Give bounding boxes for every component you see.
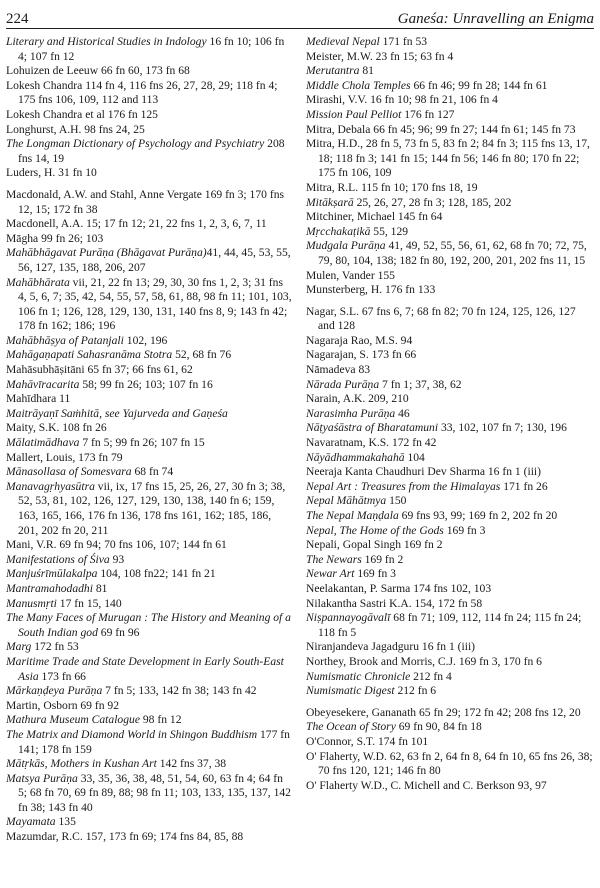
entry-title: Nāyādhammakahahā <box>306 450 405 464</box>
entry-references: 171 fn 53 <box>379 35 428 48</box>
index-entry <box>6 334 294 349</box>
index-entry <box>6 567 294 582</box>
entry-references: 104 <box>404 450 425 464</box>
entry-references: Martin, Osborn 69 fn 92 <box>6 698 120 712</box>
index-entry <box>6 728 294 757</box>
entry-references: 171 fn 26 <box>500 479 548 493</box>
entry-references: 69 fns 93, 99; 169 fn 2, 202 fn 20 <box>398 509 558 522</box>
entry-references: Nilakantha Sastri K.A. 154, 172 fn 58 <box>306 596 483 610</box>
index-entry <box>6 407 294 422</box>
index-entry <box>306 283 594 298</box>
entry-title: The Matrix and Diamond World in Shingon Buddhism <box>6 727 258 741</box>
entry-title: Niṣpannayogāvalī <box>306 611 391 625</box>
index-entry <box>306 123 594 138</box>
index-entry <box>306 524 594 539</box>
index-entry <box>306 779 594 794</box>
index-entry <box>306 50 594 65</box>
entry-references: Navaratnam, K.S. 172 fn 42 <box>306 436 437 450</box>
index-entry <box>306 553 594 568</box>
entry-references: Nagaraja Rao, M.S. 94 <box>306 333 413 347</box>
index-entry <box>306 684 594 699</box>
entry-title: Newar Art <box>306 567 355 581</box>
entry-references: 172 fn 53 <box>31 640 79 654</box>
index-entry <box>6 363 294 378</box>
index-entry <box>6 451 294 466</box>
entry-references: Mitchiner, Michael 145 fn 64 <box>306 210 443 224</box>
entry-references: Nagar, S.L. 67 fns 6, 7; 68 fn 82; 70 fn 124, 125, 126, 127 and 128 <box>306 304 576 333</box>
entry-references: 16 fn 10; 106 fn 4; 107 fn 12 <box>18 35 285 63</box>
entry-references: 173 fn 66 <box>38 669 86 683</box>
entry-references: 33, 35, 36, 38, 48, 51, 54, 60, 63 fn 4; 64 fn 5; 68 fn 70, 69 fn 89, 88; 98 fn 11; 103, 133, 135, 137, 142 fn 38; 143 fn 40 <box>18 771 291 814</box>
entry-title: The Ocean of Story <box>306 720 396 734</box>
index-entry <box>6 378 294 393</box>
entry-references: Mazumdar, R.C. 157, 173 fn 69; 174 fns 84, 85, 88 <box>6 830 244 844</box>
index-entry <box>306 305 594 334</box>
entry-references: 68 fn 71; 109, 112, 114 fn 24; 115 fn 24; 118 fn 5 <box>318 611 582 639</box>
entry-references: Māgha 99 fn 26; 103 <box>6 231 104 245</box>
index-entry <box>6 611 294 640</box>
index-entry <box>306 567 594 582</box>
entry-title: Nepal, The Home of the Gods <box>306 523 444 537</box>
index-entry <box>306 655 594 670</box>
entry-references: 7 fn 1; 37, 38, 62 <box>379 377 462 391</box>
entry-references: 66 fn 46; 99 fn 28; 144 fn 61 <box>410 78 548 92</box>
entry-references: Mani, V.R. 69 fn 94; 70 fns 106, 107; 144 fn 61 <box>6 538 227 552</box>
left-column <box>6 35 294 845</box>
entry-references: 41, 49, 52, 55, 56, 61, 62, 68 fn 70; 72, 75, 79, 80, 104, 138; 182 fn 80, 192, 200, 201, 202 fns 11, 15 <box>318 239 587 267</box>
index-entry <box>306 465 594 480</box>
index-entry <box>6 436 294 451</box>
index-columns <box>6 35 594 845</box>
index-entry <box>306 436 594 451</box>
index-entry <box>6 123 294 138</box>
running-title: Ganeśa: Unravelling an Enigma <box>397 11 594 27</box>
entry-title: Mahāvīracarita <box>6 377 80 391</box>
entry-title: Manifestations of Śiva <box>6 552 110 566</box>
entry-references: Mahīdhara 11 <box>6 392 71 406</box>
index-entry <box>6 538 294 553</box>
right-column <box>306 35 594 845</box>
entry-title: Narasimha Purāṇa <box>306 406 396 420</box>
entry-title: Mahābhāgavat Purāṇa (Bhāgavat Purāṇa) <box>6 246 207 260</box>
entry-references: 212 fn 6 <box>394 684 437 698</box>
index-entry <box>306 79 594 94</box>
entry-references: Neelakantan, P. Sarma 174 fns 102, 103 <box>306 581 492 595</box>
entry-references: Narain, A.K. 209, 210 <box>306 392 409 406</box>
entry-title: Mahāgaṇapati Sahasranāma Stotra <box>6 348 173 362</box>
entry-references: 212 fn 4 <box>410 669 452 683</box>
index-entry <box>6 480 294 538</box>
entry-references: Lokesh Chandra et al 176 fn 125 <box>6 107 158 121</box>
entry-references: Longhurst, A.H. 98 fns 24, 25 <box>6 122 145 136</box>
index-entry <box>6 421 294 436</box>
index-entry <box>306 392 594 407</box>
index-entry <box>6 137 294 166</box>
entry-references: 169 fn 3 <box>354 567 396 581</box>
entry-references: 55, 129 <box>370 224 409 238</box>
entry-references: Mitra, R.L. 115 fn 10; 170 fns 18, 19 <box>306 180 478 194</box>
entry-title: Numismatic Digest <box>306 684 395 698</box>
index-entry <box>306 35 594 50</box>
entry-references: Meister, M.W. 23 fn 15; 63 fn 4 <box>306 49 454 63</box>
index-entry <box>306 348 594 363</box>
index-entry <box>306 269 594 284</box>
entry-references: 176 fn 127 <box>401 107 455 121</box>
entry-title: Mahābhārata <box>6 275 70 289</box>
entry-references: O'Connor, S.T. 174 fn 101 <box>306 734 429 748</box>
page-number: 224 <box>6 11 29 27</box>
entry-title: Manjuśrīmūlakalpa <box>6 567 98 581</box>
entry-references: 7 fn 5; 133, 142 fn 38; 143 fn 42 <box>102 684 257 698</box>
entry-title: Mānasollasa of Somesvara <box>6 465 132 479</box>
index-entry <box>306 239 594 268</box>
index-entry <box>6 465 294 480</box>
entry-references: 81 <box>359 64 374 78</box>
entry-references: 69 fn 90, 84 fn 18 <box>395 720 482 734</box>
entry-references: Obeyesekere, Gananath 65 fn 29; 172 fn 42; 208 fns 12, 20 <box>306 705 581 719</box>
entry-title: Nepal Māhātmya <box>306 494 387 508</box>
index-entry <box>6 815 294 830</box>
entry-references: 25, 26, 27, 28 fn 3; 128, 185, 202 <box>353 195 512 209</box>
entry-title: Manavagṛhyasūtra <box>6 479 95 493</box>
entry-title: Mudgala Purāṇa <box>306 239 386 253</box>
entry-references: 46 <box>395 406 410 420</box>
index-entry <box>306 137 594 181</box>
entry-references: Neeraja Kanta Chaudhuri Dev Sharma 16 fn 1 (iii) <box>306 465 542 479</box>
entry-title: The Longman Dictionary of Psychology and Psychiatry <box>6 137 265 151</box>
entry-references: 208 fns 14, 19 <box>18 137 285 165</box>
index-entry <box>306 735 594 750</box>
index-entry <box>6 713 294 728</box>
entry-references: O' Flaherty W.D., C. Michell and C. Berkson 93, 97 <box>306 778 547 792</box>
index-entry <box>306 597 594 612</box>
entry-title: The Many Faces of Murugan : The History and Meaning of a South Indian god <box>6 611 291 639</box>
entry-references: Luders, H. 31 fn 10 <box>6 166 97 180</box>
entry-title: Mārkaṇḍeya Purāṇa <box>6 684 103 698</box>
entry-references: 33, 102, 107 fn 7; 130, 196 <box>438 421 567 435</box>
index-entry <box>6 699 294 714</box>
index-entry <box>6 597 294 612</box>
entry-title: Matsya Purāṇa <box>6 771 78 785</box>
index-entry <box>306 494 594 509</box>
entry-title: Mission Paul Pelliot <box>306 107 402 121</box>
entry-references: 81 <box>92 581 108 595</box>
index-entry <box>6 35 294 64</box>
index-entry <box>306 378 594 393</box>
entry-title: Nepal Art : Treasures from the Himalayas <box>306 479 501 493</box>
index-entry <box>306 181 594 196</box>
entry-references: Mitra, Debala 66 fn 45; 96; 99 fn 27; 144 fn 61; 145 fn 73 <box>306 122 576 136</box>
entry-references: 93 <box>109 552 125 566</box>
entry-references: Mulen, Vander 155 <box>306 268 395 282</box>
index-entry <box>306 196 594 211</box>
index-entry <box>6 392 294 407</box>
index-entry <box>306 64 594 79</box>
entry-references: Mitra, H.D., 28 fn 5, 73 fn 5, 83 fn 2; 84 fn 3; 115 fns 13, 17, 18; 118 fn 3; 141 fn 15; 144 fn 56; 146 fn 80; 170 fn 22; 175 fn 106, 109 <box>306 137 590 180</box>
entry-title: Mātṛkās, Mothers in Kushan Art <box>6 757 157 771</box>
index-entry <box>306 363 594 378</box>
entry-title: The Newars <box>306 552 362 566</box>
entry-title: Maitrāyaṇī Saṁhitā, see Yajurveda and Gaṇeśa <box>6 406 228 420</box>
index-entry <box>6 232 294 247</box>
entry-references: 169 fn 2 <box>361 552 404 566</box>
entry-references: 68 fn 74 <box>131 465 174 479</box>
entry-references: 150 <box>386 494 407 508</box>
page-header <box>6 4 594 29</box>
index-entry <box>306 706 594 721</box>
entry-references: 102, 196 <box>123 333 168 347</box>
index-entry <box>6 830 294 845</box>
entry-title: Marg <box>6 640 32 654</box>
entry-references: Nepali, Gopal Singh 169 fn 2 <box>306 538 443 552</box>
index-entry <box>6 64 294 79</box>
entry-title: Mṛcchakaṭikā <box>306 224 371 238</box>
entry-references: Northey, Brook and Morris, C.J. 169 fn 3, 170 fn 6 <box>306 654 542 668</box>
entry-title: Mālatimādhava <box>6 436 80 450</box>
entry-references: 69 fn 96 <box>97 625 140 639</box>
entry-references: Nagarajan, S. 173 fn 66 <box>306 348 417 362</box>
entry-references: 52, 68 fn 76 <box>172 348 232 362</box>
index-entry <box>6 246 294 275</box>
entry-references: 98 fn 12 <box>139 713 182 727</box>
index-entry <box>6 276 294 334</box>
entry-references: 135 <box>55 815 76 829</box>
index-entry <box>6 640 294 655</box>
index-entry <box>306 611 594 640</box>
entry-title: Nārada Purāṇa <box>306 377 380 391</box>
entry-title: Medieval Nepal <box>306 35 380 48</box>
index-entry <box>306 108 594 123</box>
index-entry <box>306 538 594 553</box>
index-entry <box>306 640 594 655</box>
entry-references: Mallert, Louis, 173 fn 79 <box>6 450 123 464</box>
entry-references: 41, 44, 45, 53, 55, 56, 127, 135, 188, 206, 207 <box>18 246 291 274</box>
index-entry <box>6 757 294 772</box>
entry-references: Maity, S.K. 108 fn 26 <box>6 421 107 435</box>
entry-title: Literary and Historical Studies in Indology <box>6 35 207 48</box>
entry-title: Middle Chola Temples <box>306 78 411 92</box>
entry-references: 7 fn 5; 99 fn 26; 107 fn 15 <box>79 436 205 450</box>
index-entry <box>306 421 594 436</box>
index-entry <box>6 582 294 597</box>
entry-title: The Nepal Maṇḍala <box>306 509 399 522</box>
entry-references: Lokesh Chandra 114 fn 4, 116 fns 26, 27, 28, 29; 118 fn 4; 175 fns 106, 109, 112 and 113 <box>6 78 278 107</box>
entry-references: vii, 21, 22 fn 13; 29, 30, 30 fns 1, 2, 3; 31 fns 4, 5, 6, 7; 35, 42, 54, 55, 57, 58, 61, 88, 98 fn 11; 101, 103, 106 fn 1; 126, 128, 129, 130, 131, 140 fns 8, 9; 143 fn 42; 178 fn 162; 186; 196 <box>18 275 292 333</box>
index-entry <box>306 582 594 597</box>
entry-title: Nāṭyaśāstra of Bharatamuni <box>306 421 439 435</box>
entry-references: Niranjandeva Jagadguru 16 fn 1 (iii) <box>306 640 476 654</box>
index-entry <box>306 720 594 735</box>
index-entry <box>306 225 594 240</box>
entry-title: Mantramahodadhi <box>6 581 93 595</box>
index-entry <box>306 407 594 422</box>
index-entry <box>306 670 594 685</box>
index-entry <box>306 93 594 108</box>
index-entry <box>306 480 594 495</box>
entry-references: Lohuizen de Leeuw 66 fn 60, 173 fn 68 <box>6 64 190 78</box>
entry-references: Munsterberg, H. 176 fn 133 <box>306 283 436 297</box>
entry-references: Nāmadeva 83 <box>306 363 371 377</box>
entry-references: 177 fn 141; 178 fn 159 <box>18 727 290 756</box>
index-entry <box>6 188 294 217</box>
entry-title: Mitākṣarā <box>306 195 354 209</box>
entry-title: Maritime Trade and State Development in Early South-East Asia <box>6 654 284 683</box>
entry-title: Mayamata <box>6 815 56 829</box>
entry-references: vii, ix, 17 fns 15, 25, 26, 27, 30 fn 3; 38, 52, 53, 81, 102, 126, 127, 129, 130, 138, 140 fn 6; 159, 163, 165, 166, 176 fn 136, 178 fns 161, 162; 185, 186, 201, 202 fn 20, 211 <box>18 479 286 537</box>
index-entry <box>306 451 594 466</box>
index-entry <box>6 217 294 232</box>
index-entry <box>6 166 294 181</box>
entry-title: Numismatic Chronicle <box>306 669 411 683</box>
entry-title: Manusmṛti <box>6 596 57 610</box>
entry-references: Macdonell, A.A. 15; 17 fn 12; 21, 22 fns 1, 2, 3, 6, 7, 11 <box>6 217 267 231</box>
entry-title: Mathura Museum Catalogue <box>6 713 140 727</box>
index-entry <box>6 684 294 699</box>
index-entry <box>306 210 594 225</box>
entry-references: Mahāsubhāṣitāni 65 fn 37; 66 fns 61, 62 <box>6 363 193 377</box>
entry-references: 142 fns 37, 38 <box>156 757 227 771</box>
entry-references: 17 fn 15, 140 <box>56 596 122 610</box>
index-entry <box>6 553 294 568</box>
entry-title: Merutantra <box>306 64 360 78</box>
index-entry <box>6 108 294 123</box>
entry-references: 58; 99 fn 26; 103; 107 fn 16 <box>79 377 213 391</box>
index-entry <box>6 79 294 108</box>
entry-references: O' Flaherty, W.D. 62, 63 fn 2, 64 fn 8, 64 fn 10, 65 fns 26, 38; 70 fns 120, 121; 146 fn 80 <box>306 749 593 778</box>
entry-references: 104, 108 fn22; 141 fn 21 <box>97 567 216 581</box>
index-entry <box>6 348 294 363</box>
index-entry <box>306 334 594 349</box>
entry-references: Mirashi, V.V. 16 fn 10; 98 fn 21, 106 fn 4 <box>306 93 498 107</box>
entry-references: 169 fn 3 <box>443 523 486 537</box>
entry-title: Mahābhāṣya of Patanjali <box>6 333 124 347</box>
entry-references: Macdonald, A.W. and Stahl, Anne Vergate 169 fn 3; 170 fns 12, 15; 172 fn 38 <box>6 187 284 216</box>
index-entry <box>306 750 594 779</box>
index-entry <box>6 772 294 816</box>
index-entry <box>306 509 594 524</box>
index-entry <box>6 655 294 684</box>
